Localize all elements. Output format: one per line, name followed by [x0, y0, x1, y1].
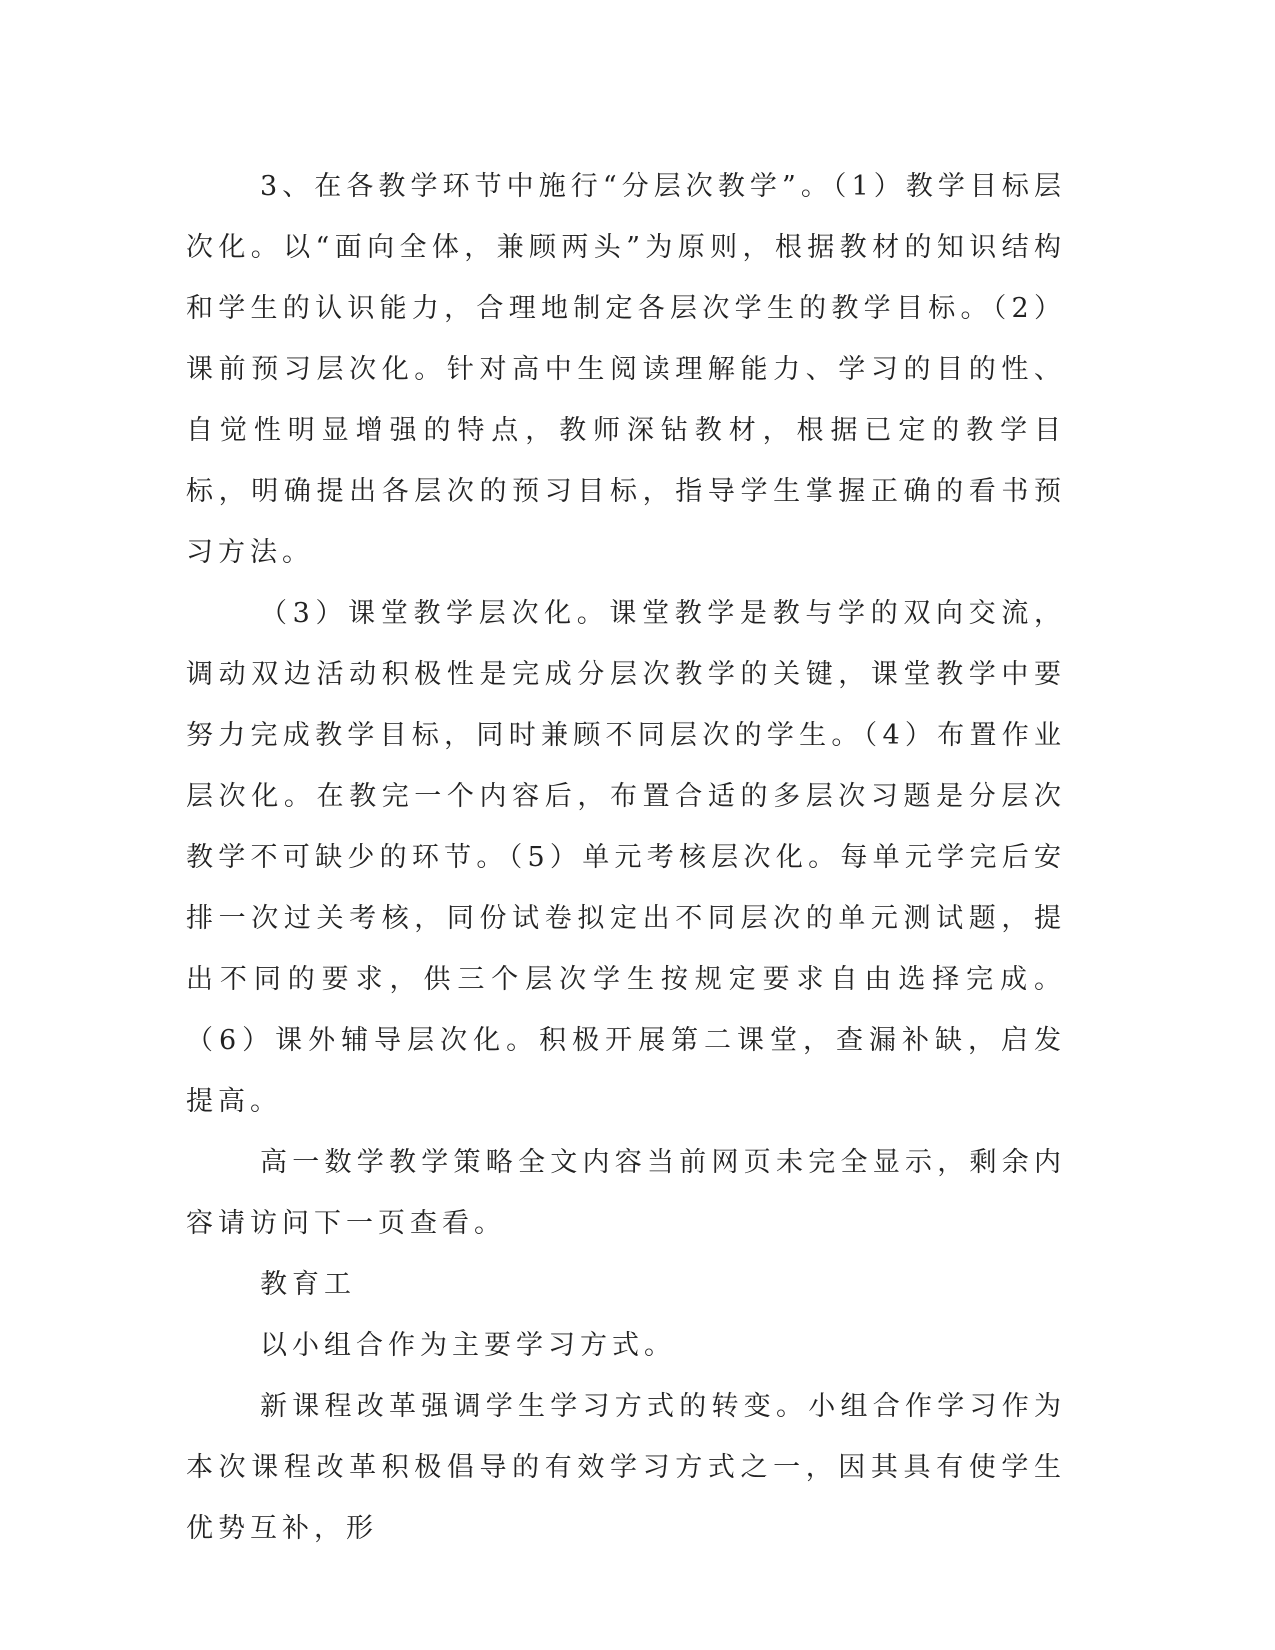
paragraph-classroom-layering: （3）课堂教学层次化。课堂教学是教与学的双向交流，调动双边活动积极性是完成分层次教学的关键，课堂教学中要努力完成教学目标，同时兼顾不同层次的学生。（4）布置作业层次化。在教完一个内容后，布置合适的多层次习题是分层次教学不可缺少的环节。（5）单元考核层次化。每单元学完后安排一次过关考核，同份试卷拟定出不同层次的单元测试题，提出不同的要求，供三个层次学生按规定要求自由选择完成。（6）课外辅导层次化。积极开展第二课堂，查漏补缺，启发提高。	[186, 598, 1066, 1117]
paragraph-heading-education: 教育工	[260, 1269, 356, 1300]
paragraph-curriculum-reform: 新课程改革强调学生学习方式的转变。小组合作学习作为本次课程改革积极倡导的有效学习方式之一，因其具有使学生优势互补，形	[186, 1391, 1066, 1544]
paragraph-continuation-notice: 高一数学教学策略全文内容当前网页未完全显示，剩余内容请访问下一页查看。	[186, 1147, 1066, 1239]
paragraph-layered-teaching-intro: 3、在各教学环节中施行“分层次教学”。（1）教学目标层次化。以“面向全体，兼顾两头”为原则，根据教材的知识结构和学生的认识能力，合理地制定各层次学生的教学目标。（2）课前预习层次化。针对高中生阅读理解能力、学习的目的性、自觉性明显增强的特点，教师深钻教材，根据已定的教学目标，明确提出各层次的预习目标，指导学生掌握正确的看书预习方法。	[186, 171, 1066, 568]
paragraph-group-learning: 以小组合作为主要学习方式。	[260, 1330, 676, 1361]
document-body	[186, 156, 1066, 1559]
